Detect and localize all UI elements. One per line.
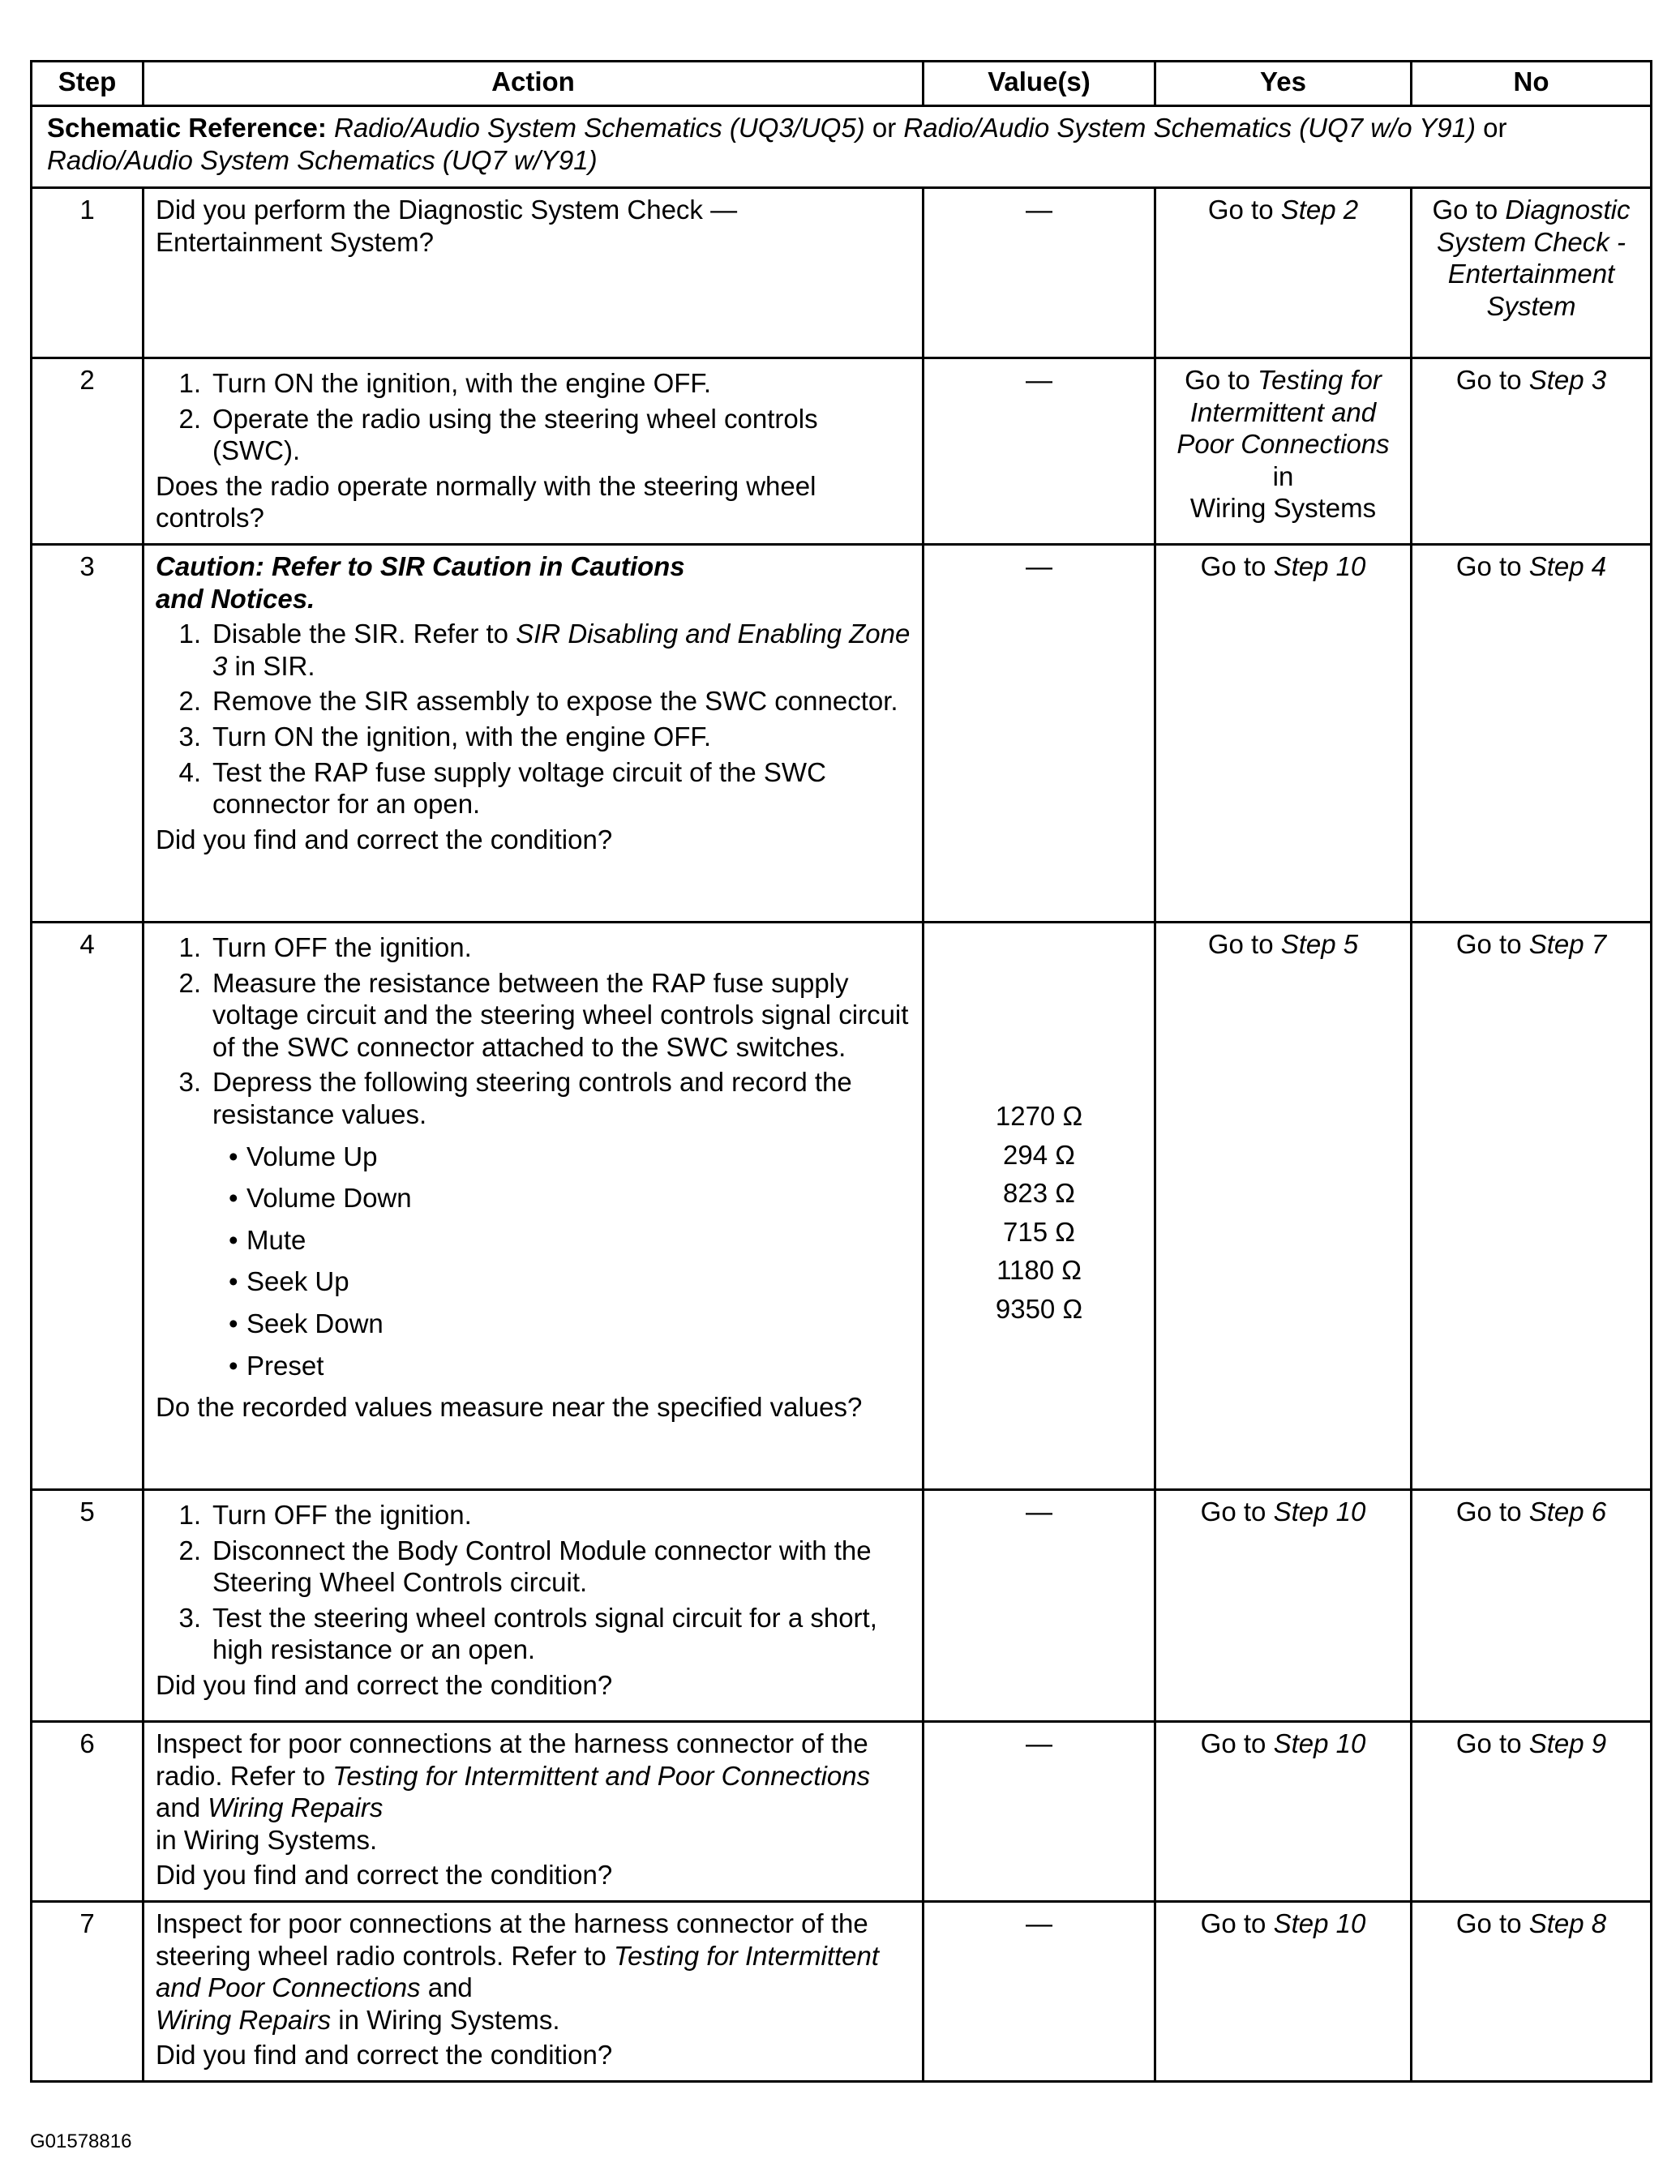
yes-link[interactable]: Step 10 <box>1273 551 1366 581</box>
list-item: • Volume Up <box>156 1141 911 1173</box>
action-question: Did you perform the Diagnostic System Check — Entertainment System? <box>156 195 738 257</box>
header-step: Step <box>32 62 144 106</box>
action-question: Did you find and correct the condition? <box>156 2040 613 2071</box>
list-item: 2. Remove the SIR assembly to expose the SWC connector. <box>178 686 898 717</box>
value-cell: — <box>924 1722 1155 1902</box>
yes-mid: in <box>1272 460 1294 491</box>
list-item: • Seek Down <box>156 1308 911 1340</box>
diagnostic-table <box>30 60 1652 2083</box>
table-row-step-1 <box>32 188 1652 358</box>
no-prefix: Go to <box>1455 1908 1522 1938</box>
table-row-step-6 <box>32 1722 1652 1902</box>
resistance-value: 1270 Ω <box>995 1101 1083 1131</box>
table-row-step-7 <box>32 1902 1652 2082</box>
schematic-or-2: or <box>1483 113 1507 143</box>
step-number: 3 <box>32 545 144 923</box>
schematic-ref-3[interactable]: Radio/Audio System Schematics (UQ7 w/Y91) <box>47 144 598 175</box>
caution-text: Caution: Refer to SIR Caution in Cautions and Notices. <box>156 551 685 614</box>
no-cell <box>1412 1490 1652 1722</box>
table-row-step-2 <box>32 358 1652 545</box>
figure-code: G01578816 <box>30 2130 132 2152</box>
step-number: 2 <box>32 358 144 545</box>
schematic-reference-label: Schematic Reference: <box>47 113 327 143</box>
testing-intermittent-link[interactable]: Testing for Intermittent and Poor Connections <box>332 1760 871 1791</box>
value-cell <box>924 923 1155 1490</box>
list-item: 1. Turn ON the ignition, with the engine OFF. <box>178 368 712 398</box>
list-item: 3. Test the steering wheel controls signal circuit for a short, high resistance or an open. <box>178 1602 877 1665</box>
list-item: • Volume Down <box>156 1182 911 1214</box>
wiring-repairs-link[interactable]: Wiring Repairs <box>208 1792 384 1823</box>
list-item: 1. Turn OFF the ignition. <box>178 1500 472 1530</box>
resistance-value: 9350 Ω <box>995 1293 1083 1324</box>
action-text: Inspect for poor connections at the harness connector of the radio. Refer to Testing for Intermittent and Poor Connections and Wiring Repairs in Wiring Systems. <box>156 1728 871 1855</box>
action-cell <box>144 188 924 358</box>
value-cell: — <box>924 1490 1155 1722</box>
no-link[interactable]: Step 7 <box>1528 929 1607 959</box>
no-link[interactable]: Diagnostic System Check - Entertainment System <box>1437 195 1631 321</box>
schematic-or-1: or <box>872 113 897 143</box>
header-action: Action <box>144 62 924 106</box>
schematic-ref-1[interactable]: Radio/Audio System Schematics (UQ3/UQ5) <box>334 113 865 143</box>
yes-cell <box>1155 188 1412 358</box>
yes-prefix: Go to <box>1185 365 1250 395</box>
no-link[interactable]: Step 4 <box>1528 551 1607 581</box>
no-cell <box>1412 1722 1652 1902</box>
list-item: 2. Measure the resistance between the RAP fuse supply voltage circuit and the steering wheel controls signal circuit of the SWC connector attached to the SWC switches. <box>178 967 909 1062</box>
step-number: 1 <box>32 188 144 358</box>
schematic-reference <box>32 106 1652 188</box>
yes-link[interactable]: Step 10 <box>1273 1728 1366 1758</box>
schematic-ref-2[interactable]: Radio/Audio System Schematics (UQ7 w/o Y91) <box>903 113 1476 143</box>
list-item: 4. Test the RAP fuse supply voltage circuit of the SWC connector for an open. <box>178 756 826 820</box>
no-cell <box>1412 1902 1652 2082</box>
action-steps <box>156 367 911 467</box>
resistance-value: 294 Ω <box>1003 1139 1075 1170</box>
yes-cell <box>1155 1902 1412 2082</box>
action-question: Did you find and correct the condition? <box>156 1669 613 1700</box>
value-cell: — <box>924 545 1155 923</box>
action-steps <box>156 931 911 1131</box>
yes-cell <box>1155 545 1412 923</box>
no-link[interactable]: Step 6 <box>1528 1497 1607 1527</box>
step-number: 7 <box>32 1902 144 2082</box>
no-cell <box>1412 923 1652 1490</box>
no-prefix: Go to <box>1432 195 1498 225</box>
table-row-step-3 <box>32 545 1652 923</box>
list-item: 2. Disconnect the Body Control Module connector with the Steering Wheel Controls circuit. <box>178 1535 872 1598</box>
no-prefix: Go to <box>1455 365 1522 395</box>
action-cell <box>144 923 924 1490</box>
list-item: • Preset <box>156 1350 911 1382</box>
table-header-row <box>32 62 1652 106</box>
yes-link[interactable]: Testing for Intermittent and Poor Connections <box>1176 365 1390 460</box>
yes-cell <box>1155 923 1412 1490</box>
yes-link[interactable]: Step 5 <box>1280 929 1359 959</box>
value-cell: — <box>924 188 1155 358</box>
header-no: No <box>1412 62 1652 106</box>
list-item: 3. Turn ON the ignition, with the engine OFF. <box>178 721 712 752</box>
testing-intermittent-link[interactable]: Testing for Intermittent and Poor Connections <box>156 1940 880 2003</box>
sir-disabling-link[interactable]: SIR Disabling and Enabling Zone 3 <box>212 619 911 681</box>
wiring-repairs-link[interactable]: Wiring Repairs <box>156 2004 332 2035</box>
no-prefix: Go to <box>1455 929 1522 959</box>
yes-prefix: Go to <box>1200 551 1266 581</box>
action-question: Did you find and correct the condition? <box>156 824 613 854</box>
list-item: • Mute <box>156 1224 911 1257</box>
control-list <box>156 1141 911 1382</box>
no-prefix: Go to <box>1455 1728 1522 1758</box>
yes-link[interactable]: Step 10 <box>1273 1497 1366 1527</box>
no-link[interactable]: Step 3 <box>1528 365 1607 395</box>
action-question: Do the recorded values measure near the specified values? <box>156 1392 863 1423</box>
action-cell <box>144 1902 924 2082</box>
resistance-value: 1180 Ω <box>996 1255 1082 1286</box>
schematic-reference-row <box>32 106 1652 188</box>
resistance-values <box>936 1100 1142 1325</box>
table-row-step-5 <box>32 1490 1652 1722</box>
action-question: Does the radio operate normally with the steering wheel controls? <box>156 470 816 533</box>
action-steps <box>156 1499 911 1666</box>
step-number: 6 <box>32 1722 144 1902</box>
no-cell <box>1412 188 1652 358</box>
yes-cell <box>1155 1722 1412 1902</box>
header-yes: Yes <box>1155 62 1412 106</box>
step-number: 4 <box>32 923 144 1490</box>
action-cell <box>144 358 924 545</box>
action-cell <box>144 545 924 923</box>
value-cell: — <box>924 1902 1155 2082</box>
action-question: Did you find and correct the condition? <box>156 1860 613 1891</box>
table-row-step-4 <box>32 923 1652 1490</box>
step-number: 5 <box>32 1490 144 1722</box>
action-text: Inspect for poor connections at the harness connector of the steering wheel radio controls. Refer to Testing for Intermittent and Poor Connections and Wiring Repairs in Wiring Systems. <box>156 1908 880 2035</box>
yes-prefix: Go to <box>1200 1728 1266 1758</box>
no-link[interactable]: Step 9 <box>1528 1728 1607 1758</box>
list-item: 3. Depress the following steering controls and record the resistance values. <box>178 1067 852 1129</box>
yes-suffix: Wiring Systems <box>1189 493 1377 524</box>
yes-prefix: Go to <box>1207 929 1274 959</box>
action-cell <box>144 1722 924 1902</box>
no-link[interactable]: Step 8 <box>1528 1908 1607 1938</box>
no-cell <box>1412 545 1652 923</box>
resistance-value: 823 Ω <box>1003 1178 1075 1209</box>
list-item: 2. Operate the radio using the steering wheel controls (SWC). <box>178 403 818 466</box>
action-steps <box>156 618 911 820</box>
yes-link[interactable]: Step 10 <box>1273 1908 1366 1938</box>
header-values: Value(s) <box>924 62 1155 106</box>
yes-prefix: Go to <box>1200 1908 1266 1938</box>
yes-cell <box>1155 1490 1412 1722</box>
list-item: 1. Turn OFF the ignition. <box>178 932 472 962</box>
action-cell <box>144 1490 924 1722</box>
yes-cell <box>1155 358 1412 545</box>
yes-prefix: Go to <box>1207 195 1274 225</box>
list-item: • Seek Up <box>156 1265 911 1298</box>
no-cell <box>1412 358 1652 545</box>
yes-link[interactable]: Step 2 <box>1280 195 1359 225</box>
no-prefix: Go to <box>1455 1497 1522 1527</box>
list-item: 1. Disable the SIR. Refer to SIR Disabling and Enabling Zone 3 in SIR. <box>178 619 911 681</box>
value-cell: — <box>924 358 1155 545</box>
resistance-value: 715 Ω <box>1003 1216 1075 1247</box>
yes-prefix: Go to <box>1200 1497 1266 1527</box>
no-prefix: Go to <box>1455 551 1522 581</box>
